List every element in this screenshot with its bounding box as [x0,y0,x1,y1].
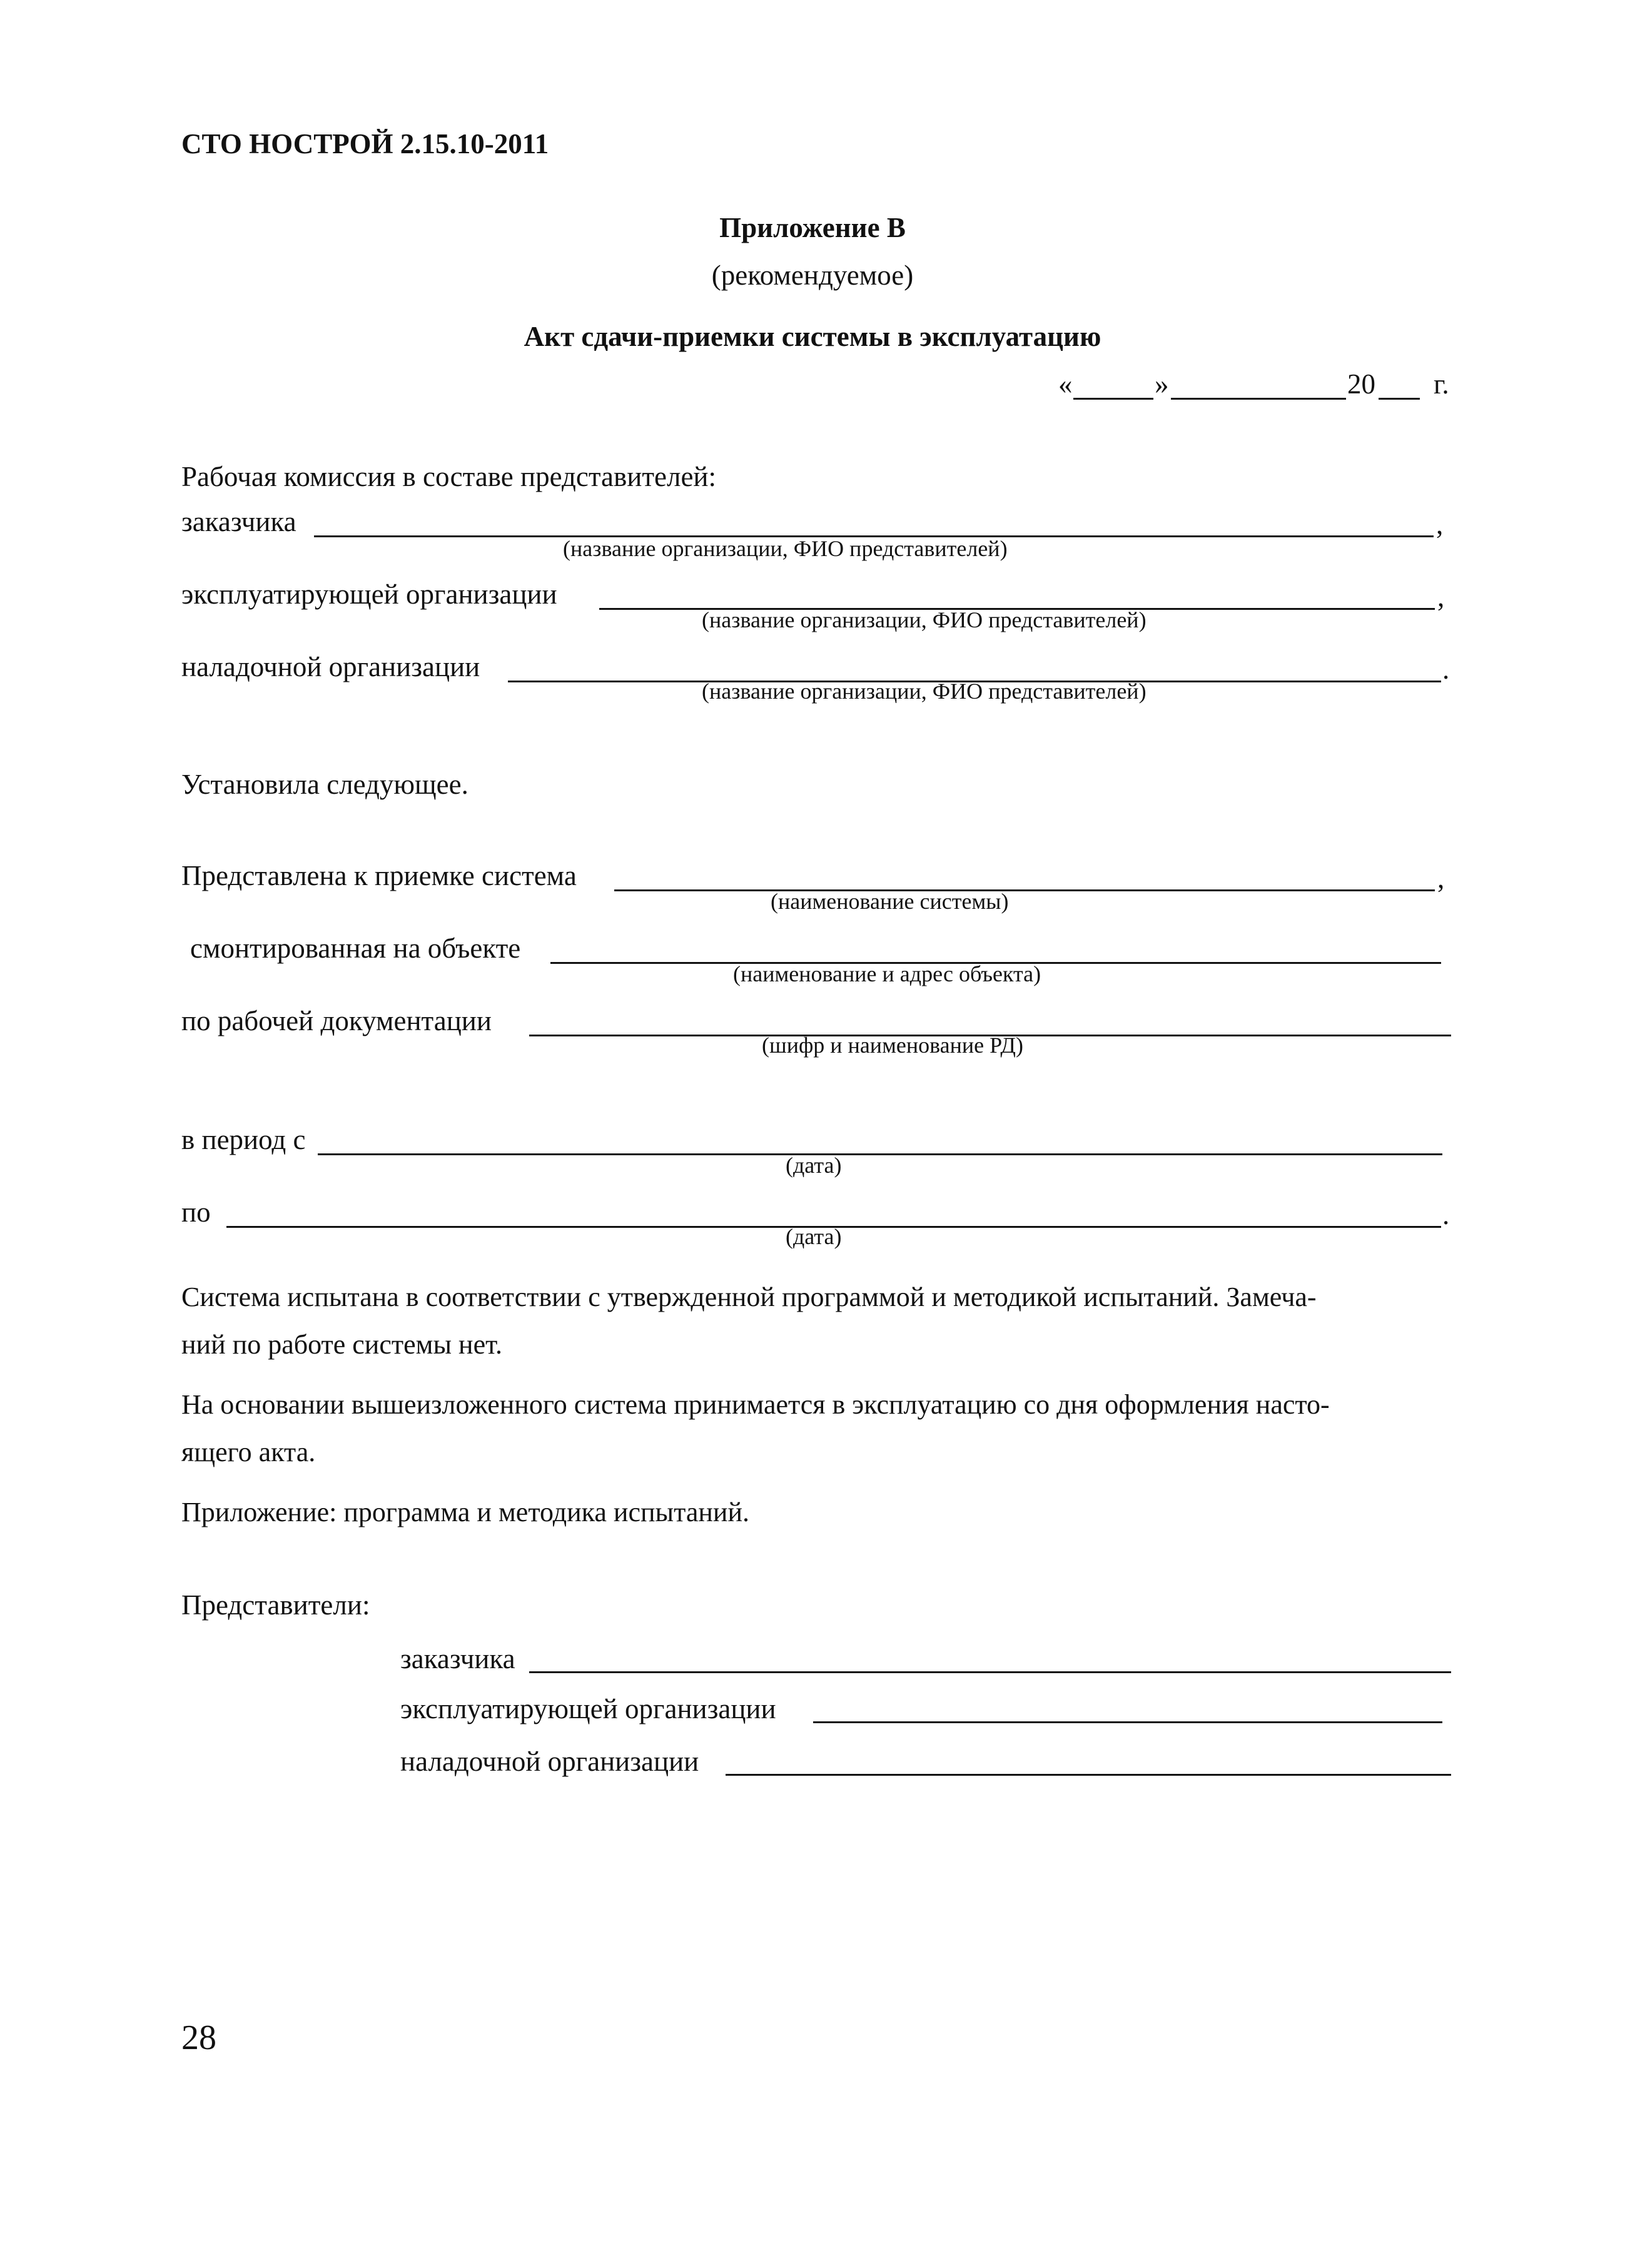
object-caption: (наименование и адрес объекта) [733,961,1041,986]
system-caption: (наименование системы) [771,889,1009,914]
system-line [614,889,1435,891]
rep-commissioning-line [726,1774,1451,1776]
commission-operator-end: , [1437,581,1445,612]
system-end: , [1437,863,1445,894]
system-label: Представлена к приемке система [181,860,577,891]
commission-commissioning-end: . [1442,654,1450,685]
commission-commissioning-label: наладочной организации [181,651,480,682]
page-number: 28 [181,2018,216,2057]
date-day-line [1073,398,1153,400]
date-year-suffix: г. [1434,368,1449,400]
rep-operator-line [813,1721,1442,1723]
commission-commissioning-caption: (название организации, ФИО представителей) [702,679,1147,704]
paragraph-1-line-2: ний по работе системы нет. [181,1329,503,1360]
commission-operator-caption: (название организации, ФИО представителей) [702,607,1147,632]
date-close-quote: » [1155,368,1169,400]
representatives-title: Представители: [181,1589,370,1621]
period-to-caption: (дата) [786,1224,842,1249]
date-year-prefix: 20 [1347,368,1375,400]
period-from-line [318,1153,1442,1155]
period-to-end: . [1442,1199,1450,1230]
commission-intro: Рабочая комиссия в составе представителей: [181,461,716,492]
appendix-title: Приложение В [719,212,906,243]
period-from-label: в период с [181,1124,306,1155]
appendix-status: (рекомендуемое) [711,260,914,291]
commission-customer-end: , [1436,509,1444,540]
documentation-label: по рабочей документации [181,1005,492,1036]
rep-customer-line [529,1671,1451,1673]
act-title: Акт сдачи-приемки системы в эксплуатацию [524,321,1101,352]
paragraph-2-line-1: На основании вышеизложенного система принимается в эксплуатацию со дня оформления насто- [181,1389,1330,1420]
commission-customer-caption: (название организации, ФИО представителей) [563,536,1008,561]
rep-operator-label: эксплуатирующей организации [400,1693,776,1724]
commission-operator-label: эксплуатирующей организации [181,579,557,610]
paragraph-1-line-1: Система испытана в соответствии с утвержденной программой и методикой испытаний. Замеча- [181,1282,1317,1312]
document-code: СТО НОСТРОЙ 2.15.10-2011 [181,128,549,159]
established-text: Установила следующее. [181,769,468,800]
date-month-line [1171,398,1346,400]
period-from-caption: (дата) [786,1153,842,1178]
object-label: смонтированная на объекте [190,933,521,964]
rep-customer-label: заказчика [400,1643,515,1674]
rep-commissioning-label: наладочной организации [400,1746,699,1777]
date-open-quote: « [1058,368,1073,400]
commission-customer-label: заказчика [181,506,296,537]
date-year-line [1379,398,1420,400]
documentation-caption: (шифр и наименование РД) [762,1033,1023,1058]
paragraph-2-line-2: ящего акта. [181,1437,316,1467]
paragraph-3: Приложение: программа и методика испытаний. [181,1497,750,1527]
period-to-label: по [181,1197,211,1228]
